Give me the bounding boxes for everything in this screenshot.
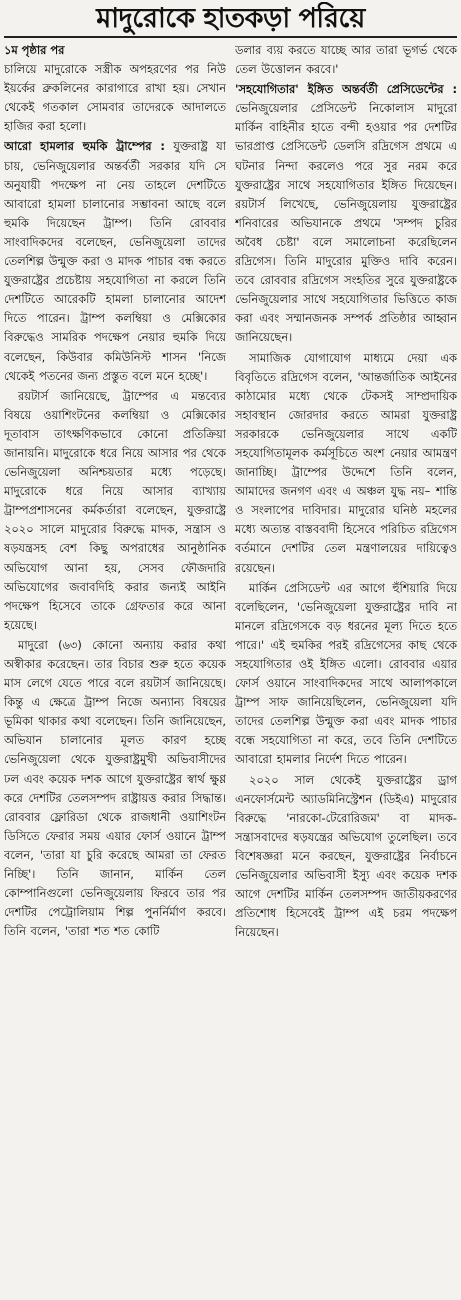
paragraph-text: ২০২০ সাল থেকেই যুক্তরাষ্ট্রের ড্রাগ এনফোর্সমেন্ট অ্যাডমিনিস্ট্রেশন (ডিইএ) মাদুরোর বিরুদ্ধে 'নারকো-টেরোরিজম' বা মাদক-সন্ত্রাসবাদের ষড়যন্ত্রের অভিযোগ তুলেছিল। তবে বিশেষজ্ঞরা মনে করছেন, যুক্তরাষ্ট্রের নির্বাচনে ভেনিজুয়েলার অভিবাসী ইস্যু এবং কয়েক দশক আগে দেশটির মার্কিন তেলসম্পদ জাতীয়করণের প্রতিশোধ হিসেবেই ট্রাম্প এই চরম পদক্ষেপ নিয়েছেন। <box>235 772 457 940</box>
paragraph-text: ডলার ব্যয় করতে যাচ্ছে আর তারা ভূগর্ভ থেকে তেল উত্তোলন করবে।' <box>235 43 457 77</box>
paragraph <box>4 636 226 942</box>
paragraph <box>235 41 457 79</box>
continuation-label: ১ম পৃষ্ঠার পর <box>4 43 65 57</box>
column-left <box>4 41 226 1296</box>
paragraph-text: চালিয়ে মাদুরোকে সস্ত্রীক অপহরণের পর নিউ ইয়র্কের ব্রুকলিনের কারাগারে রাখা হয়। সেখান থেকেই গতকাল সোমবার তাদেরকে আদালতে হাজির করা হলো। <box>4 62 226 134</box>
article-columns <box>4 41 457 1296</box>
paragraph-text: মার্কিন প্রেসিডেন্ট এর আগে হুঁশিয়ারি দিয়ে বলেছিলেন, 'ভেনিজুয়েলা যুক্তরাষ্ট্রের দাবি না মানলে রদ্রিগেসকে বড় ধরনের মূল্য দিতে হতে পারে।' এই হুমকির পরই রদ্রিগেসের কাছ থেকে সহযোগিতার ওই ইঙ্গিত এলো। রোববার এয়ার ফোর্স ওয়ানে সাংবাদিকদের সাথে আলাপকালে ট্রাম্প সাফ জানিয়েছিলেন, ভেনিজুয়েলা যদি তাদের তেলশিল্প উন্মুক্ত করা এবং মাদক পাচার বন্ধে সহযোগিতা না করে, তবে তিনি দেশটিতে আবারো হামলার নির্দেশ দিতে পারেন। <box>235 580 457 767</box>
paragraph-text: রয়টার্স জানিয়েছে, ট্রাম্পের এ মন্তব্যের বিষয়ে ওয়াশিংটনের কলম্বিয়া ও মেক্সিকোর দূতাবাস তাৎক্ষণিকভাবে কোনো প্রতিক্রিয়া জানায়নি। মাদুরোকে ধরে নিয়ে আসার পর থেকে ভেনিজুয়েলা অনিশ্চয়তার মধ্যে পড়েছে। মাদুরোকে ধরে নিয়ে আসার ব্যাখ্যায় ট্রাম্পপ্রশাসনের কর্মকর্তারা বলেছেন, যুক্তরাষ্ট্রে ২০২০ সালে মাদুরোর বিরুদ্ধে মাদক, সন্ত্রাস ও ষড়যন্ত্রসহ বেশ কিছু অপরাধের আনুষ্ঠানিক অভিযোগ আনা হয়, সেসব ফৌজদারি অভিযোগের জবাবদিহি করার জন্যই আইনি পদক্ষেপ হিসেবে তাকে গ্রেফতার করে আনা হয়েছে। <box>4 388 226 632</box>
headline-rule <box>4 36 457 38</box>
paragraph <box>235 579 457 770</box>
subheading: 'সহযোগিতার' ইঙ্গিত অন্তর্বর্তী প্রেসিডেন্টের : <box>235 82 457 97</box>
paragraph <box>4 387 226 635</box>
paragraph <box>4 60 226 136</box>
paragraph <box>235 771 457 943</box>
paragraph <box>4 137 226 385</box>
paragraph-text: ভেনিজুয়েলার প্রেসিডেন্ট নিকোলাস মাদুরো মার্কিন বাহিনীর হাতে বন্দী হওয়ার পর দেশটির ভারপ্রাপ্ত প্রেসিডেন্ট ডেলসি রদ্রিগেস প্রথমে এ ঘটনার নিন্দা করলেও পরে সুর নরম করে যুক্তরাষ্ট্রের সাথে সহযোগিতার ইঙ্গিত দিয়েছেন। রয়টার্স লিখেছে, ভেনিজুয়েলায় যুক্তরাষ্ট্রের শনিবারের অভিযানকে প্রথমে 'সম্পদ চুরির অবৈধ চেষ্টা' বলে সমালোচনা করেছিলেন রদ্রিগেস। তিনি মাদুরোর মুক্তিও দাবি করেন। তবে রোববার রদ্রিগেস সংহতির সুরে যুক্তরাষ্ট্রকে ভেনিজুয়েলার সাথে সহযোগিতার ভিত্তিতে কাজ করা এবং সম্মানজনক সম্পর্ক প্রতিষ্ঠার আহ্বান জানিয়েছেন। <box>235 101 457 345</box>
paragraph <box>235 80 457 347</box>
paragraph-text: যুক্তরাষ্ট্র যা চায়, ভেনিজুয়েলার অন্তর্বর্তী সরকার যদি সে অনুযায়ী পদক্ষেপ না নেয় তাহলে দেশটিতে আবারো হামলা চালানোর সম্ভাবনা আছে বলে হুমকি দিয়েছেন ট্রাম্প। তিনি রোববার সাংবাদিকদের বলেছেন, ভেনিজুয়েলা তাদের তেলশিল্প উন্মুক্ত করা ও মাদক পাচার বন্ধ করতে যুক্তরাষ্ট্রের প্রচেষ্টায় সহযোগিতা না করলে তিনি দেশটিতে আরেকটি হামলা চালানোর আদেশ দিতে পারেন। ট্রাম্প কলম্বিয়া ও মেক্সিকোর বিরুদ্ধেও সামরিক পদক্ষেপ নেয়ার হুমকি দিয়ে বলেছেন, কিউবার কমিউনিস্ট শাসন 'নিজে থেকেই পতনের জন্য প্রস্তুত বলে মনে হচ্ছে'। <box>4 139 226 383</box>
paragraph-text: সামাজিক যোগাযোগ মাধ্যমে দেয়া এক বিবৃতিতে রদ্রিগেস বলেন, 'আন্তর্জাতিক আইনের কাঠামোর মধ্যে থেকে টেকসই সাম্প্রদায়িক সহাবস্থান জোরদার করতে আমরা যুক্তরাষ্ট্র সরকারকে ভেনিজুয়েলার সাথে একটি সহযোগিতামূলক কর্মসূচিতে অংশ নেয়ার আমন্ত্রণ জানাচ্ছি। ট্রাম্পের উদ্দেশে তিনি বলেন, আমাদের জনগণ এবং এ অঞ্চল যুদ্ধ নয়– শান্তি ও সংলাপের দাবিদার। মাদুরোর ঘনিষ্ঠ মহলের মধ্যে অত্যন্ত বাস্তববাদী হিসেবে পরিচিত রদ্রিগেস বর্তমানে দেশটির তেল মন্ত্রণালয়ের দায়িত্বেও রয়েছেন। <box>235 350 457 575</box>
headline: মাদুরোকে হাতকড়া পরিয়ে <box>96 3 365 34</box>
subheading: আরো হামলার হুমকি ট্রাম্পের : <box>4 139 165 154</box>
paragraph <box>235 349 457 578</box>
paragraph-text: মাদুরো (৬৩) কোনো অন্যায় করার কথা অস্বীকার করেছেন। তার বিচার শুরু হতে কয়েক মাস লেগে যেতে পারে বলে রয়টার্স জানিয়েছে। কিন্তু এ ক্ষেত্রে ট্রাম্প নিজে অন্যান্য বিষয়ের ভূমিকা থাকার কথা বলেছেন। তিনি জানিয়েছেন, অভিযান চালানোর মূলত কারণ হচ্ছে ভেনিজুয়েলা থেকে যুক্তরাষ্ট্রমুখী অভিবাসীদের ঢল এবং কয়েক দশক আগে যুক্তরাষ্ট্রের স্বার্থ ক্ষুণ্ণ করে দেশটির তেলসম্পদ রাষ্ট্রায়ত্ত করার সিদ্ধান্ত। রোববার ফ্লোরিডা থেকে রাজধানী ওয়াশিংটন ডিসিতে ফেরার সময় এয়ার ফোর্স ওয়ানে ট্রাম্প বলেন, 'তারা যা চুরি করেছে আমরা তা ফেরত নিচ্ছি'। তিনি জানান, মার্কিন তেল কোম্পানিগুলো ভেনিজুয়েলায় ফিরবে তার পর দেশটির পেট্রোলিয়াম শিল্প পুনর্নির্মাণ করবে। তিনি বলেন, 'তারা শত শত কোটি <box>4 637 226 939</box>
column-right <box>235 41 457 1296</box>
